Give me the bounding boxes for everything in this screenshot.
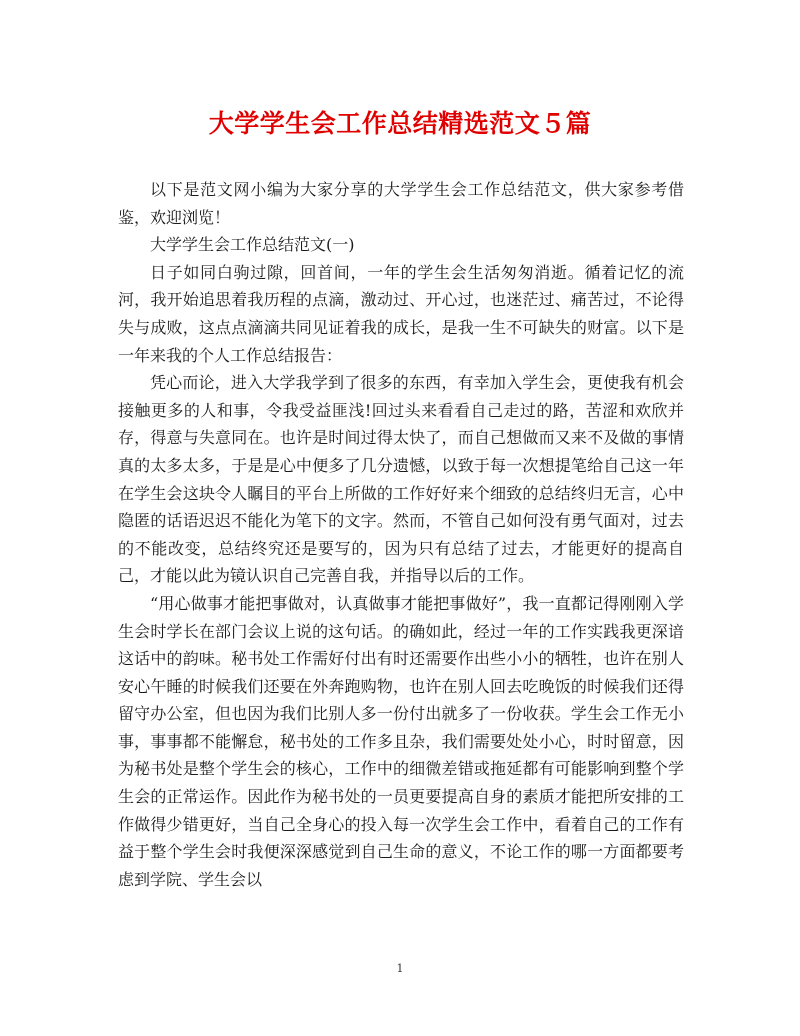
document-title: 大学学生会工作总结精选范文５篇 (208, 109, 592, 138)
paragraph-intro: 以下是范文网小编为大家分享的大学学生会工作总结范文，供大家参考借鉴，欢迎浏览！ (118, 180, 684, 227)
section-heading: 大学学生会工作总结范文(一) (150, 235, 355, 255)
paragraph: “用心做事才能把事做对，认真做事才能把事做好”，我一直都记得刚刚入学生会时学长在部门会议上说的这句话。的确如此，经过一年的工作实践我更深谙这话中的韵味。秘书处工作需好付出有时还需要作出些小小的牺牲，也许在别人安心午睡的时候我们还要在外奔跑购物，也许在别人回去吃晚饭的时候我们还得留守办公室，但也因为我们比别人多一份付出就多了一份收获。学生会工作无小事，事事都不能懈怠，秘书处的工作多且杂，我们需要处处小心，时时留意，因为秘书处是整个学生会的核心，工作中的细微差错或拖延都有可能影响到整个学生会的正常运作。因此作为秘书处的一员更要提高自身的素质才能把所安排的工作做得少错更好，当自己全身心的投入每一次学生会工作中，看着自己的工作有益于整个学生会时我便深深感觉到自己生命的意义，不论工作的哪一方面都要考虑到学院、学生会以 (118, 593, 684, 889)
page-number: 1 (396, 962, 404, 975)
document-body (118, 176, 684, 893)
paragraph: 凭心而论，进入大学我学到了很多的东西，有幸加入学生会，更使我有机会接触更多的人和事，令我受益匪浅!回过头来看看自己走过的路，苦涩和欢欣并存，得意与失意同在。也许是时间过得太快了，而自己想做而又来不及做的事情真的太多太多，于是是心中便多了几分遗憾，以致于每一次想提笔给自己这一年在学生会这块令人瞩目的平台上所做的工作好好来个细致的总结终归无言，心中隐匿的话语迟迟不能化为笔下的文字。然而，不管自己如何没有勇气面对，过去的不能改变，总结终究还是要写的，因为只有总结了过去，才能更好的提高自己，才能以此为镜认识自己完善自我，并指导以后的工作。 (118, 373, 684, 586)
paragraph: 日子如同白驹过隙，回首间，一年的学生会生活匆匆消逝。循着记忆的流河，我开始追思着我历程的点滴，激动过、开心过，也迷茫过、痛苦过，不论得失与成败，这点点滴滴共同见证着我的成长，是我一生不可缺失的财富。以下是一年来我的个人工作总结报告： (118, 262, 684, 365)
